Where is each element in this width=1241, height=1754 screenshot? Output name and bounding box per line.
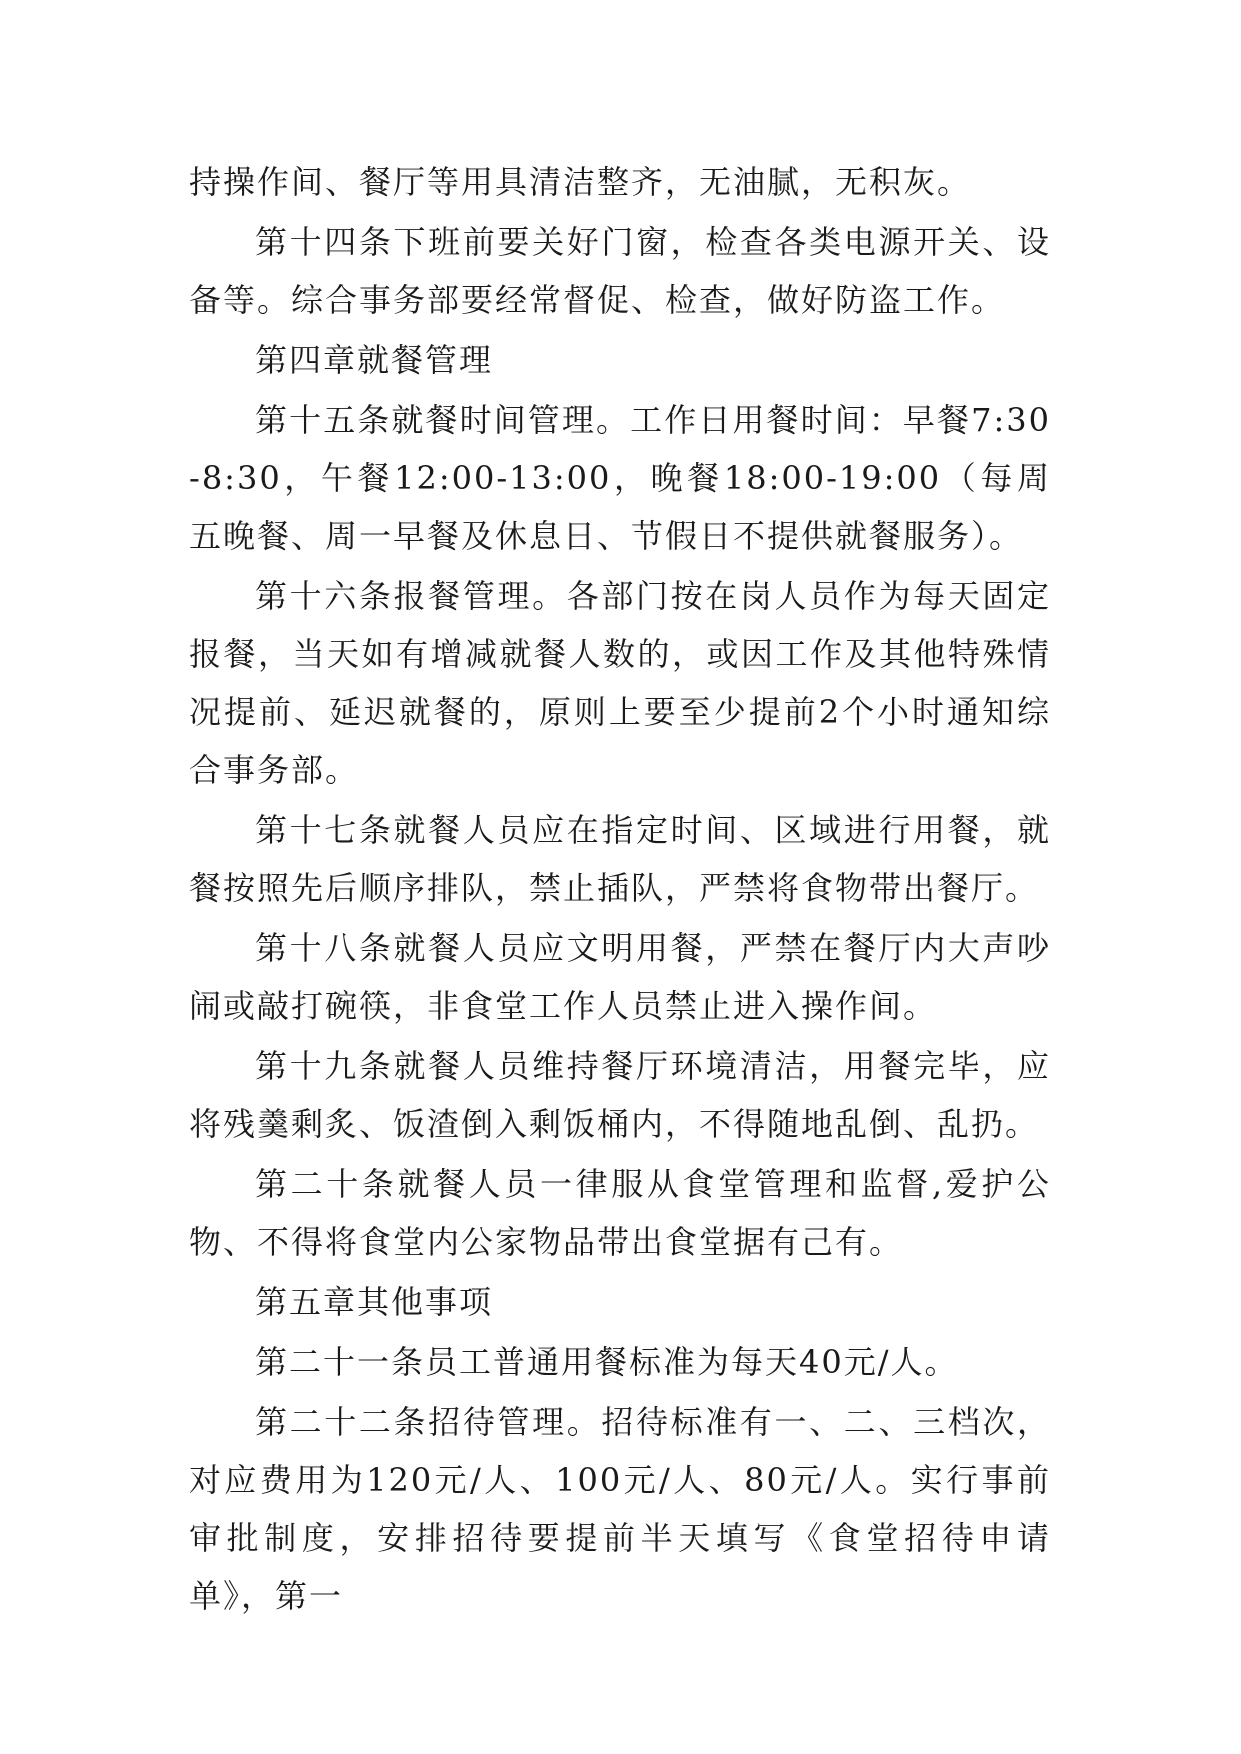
paragraph-article-15: 第十五条就餐时间管理。工作日用餐时间：早餐7:30-8:30，午餐12:00-13:00，晚餐18:00-19:00（每周五晚餐、周一早餐及休息日、节假日不提供就餐服务）。 bbox=[189, 401, 1051, 555]
paragraph-article-18: 第十八条就餐人员应文明用餐，严禁在餐厅内大声吵闹或敲打碗筷，非食堂工作人员禁止进入操作间。 bbox=[189, 929, 1051, 1025]
paragraph-article-21: 第二十一条员工普通用餐标准为每天40元/人。 bbox=[255, 1343, 959, 1381]
paragraph-article-17: 第十七条就餐人员应在指定时间、区域进行用餐，就餐按照先后顺序排队，禁止插队，严禁将食物带出餐厅。 bbox=[189, 811, 1051, 907]
paragraph-article-22: 第二十二条招待管理。招待标准有一、二、三档次，对应费用为120元/人、100元/人、80元/人。实行事前审批制度，安排招待要提前半天填写《食堂招待申请单》，第一 bbox=[189, 1403, 1051, 1615]
paragraph-article-19: 第十九条就餐人员维持餐厅环境清洁，用餐完毕，应将残羹剩炙、饭渣倒入剩饭桶内，不得随地乱倒、乱扔。 bbox=[189, 1047, 1051, 1143]
paragraph-article-16: 第十六条报餐管理。各部门按在岗人员作为每天固定报餐，当天如有增减就餐人数的，或因工作及其他特殊情况提前、延迟就餐的，原则上要至少提前2个小时通知综合事务部。 bbox=[189, 577, 1051, 789]
chapter-heading-5: 第五章其他事项 bbox=[255, 1283, 494, 1321]
paragraph-article-20: 第二十条就餐人员一律服从食堂管理和监督,爱护公物、不得将食堂内公家物品带出食堂据有己有。 bbox=[189, 1165, 1051, 1261]
paragraph-article-14: 第十四条下班前要关好门窗，检查各类电源开关、设备等。综合事务部要经常督促、检查，做好防盗工作。 bbox=[189, 223, 1051, 319]
paragraph-continuation: 持操作间、餐厅等用具清洁整齐，无油腻，无积灰。 bbox=[189, 163, 972, 201]
chapter-heading-4: 第四章就餐管理 bbox=[255, 341, 494, 379]
document-body bbox=[189, 153, 1051, 1625]
